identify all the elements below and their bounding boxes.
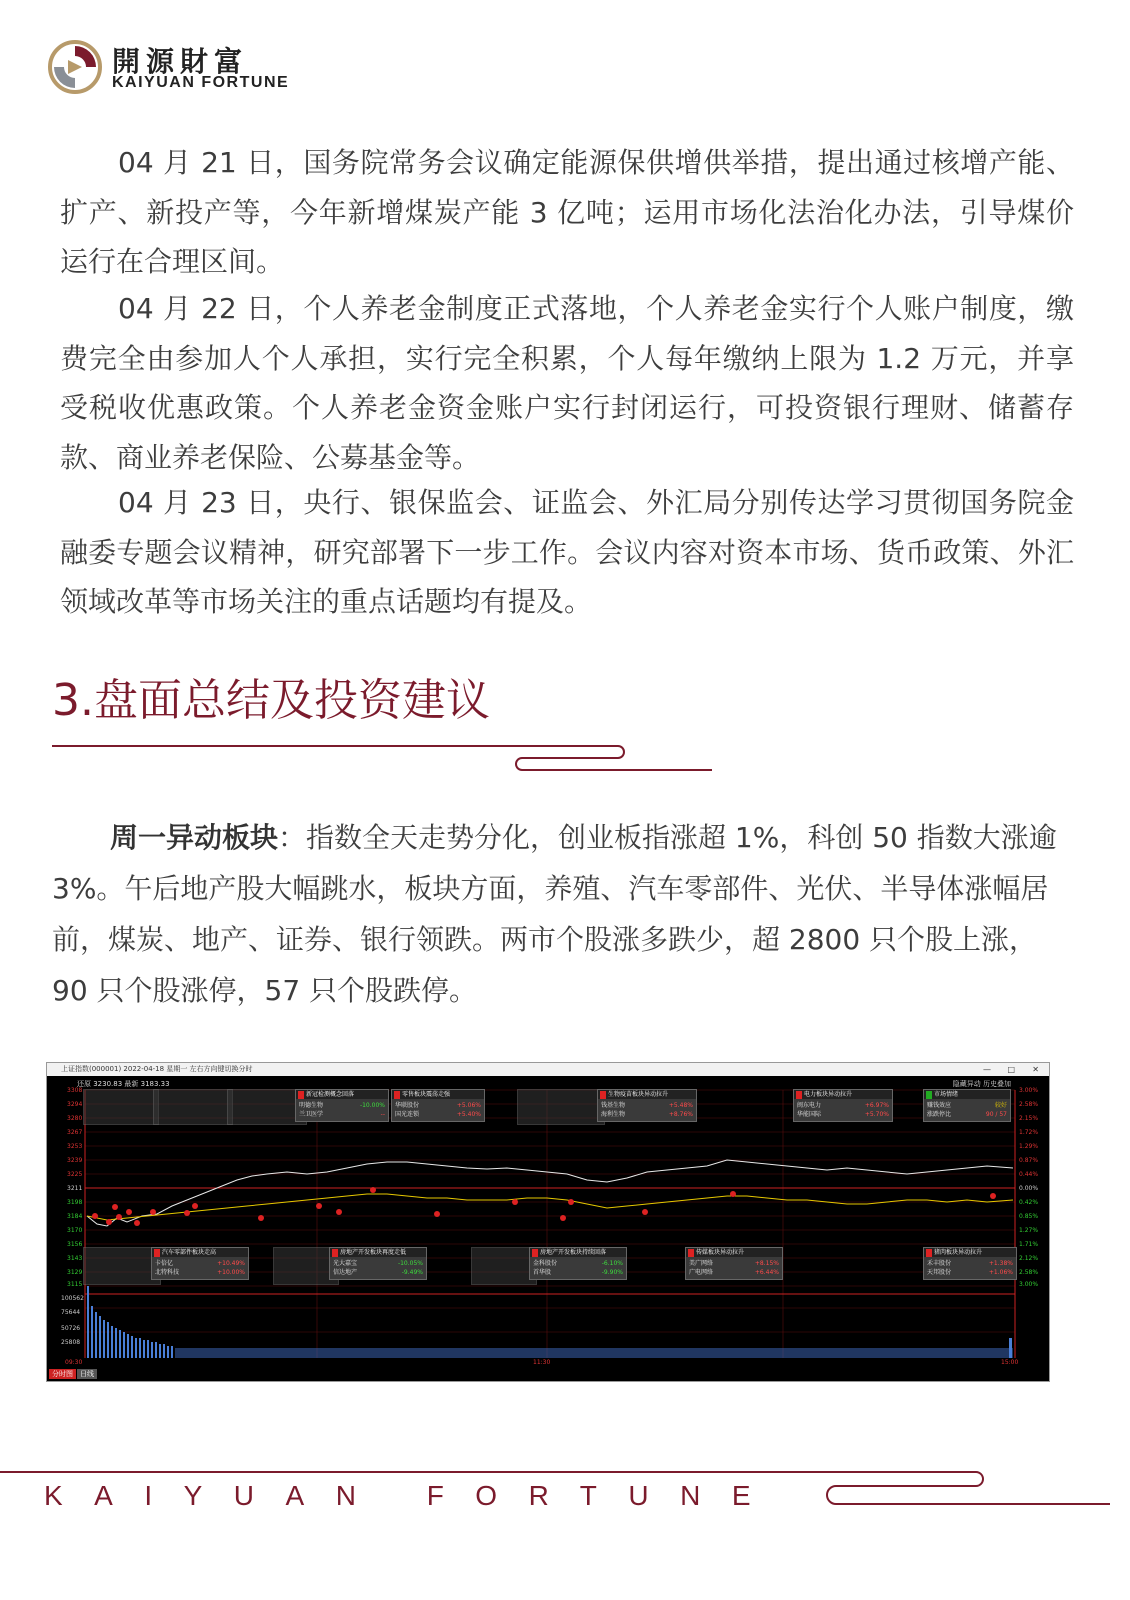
sentiment-label: 涨跌停比 [927, 1111, 952, 1118]
stock-change: +5.06% [456, 1102, 481, 1109]
pct-tick: 2.12% [1019, 1255, 1039, 1262]
pct-tick: 0.85% [1019, 1213, 1039, 1220]
price-tick: 3129 [67, 1269, 83, 1276]
price-tick: 3184 [67, 1213, 83, 1220]
price-tick: 3198 [67, 1199, 83, 1206]
news-paragraph-3: 04 月 23 日，央行、银保监会、证监会、外汇局分别传达学习贯彻国务院金融委专题会议精神，研究部署下一步工作。会议内容对资本市场、货币政策、外汇领域改革等市场关注的重点话题均有提及。 [60, 486, 1074, 618]
sentiment-label: 赚钱效应 [927, 1102, 952, 1109]
stock-name: 闽东电力 [797, 1102, 822, 1109]
stock-change: -10.05% [397, 1260, 423, 1267]
stock-name: 首华股 [533, 1269, 552, 1276]
event-popup[interactable] [295, 1089, 389, 1122]
volume-tick: 50726 [61, 1325, 81, 1332]
sentiment-value: 较好 [994, 1102, 1007, 1109]
kaiyuan-logo-icon [48, 40, 102, 94]
stock-change: -9.49% [401, 1269, 423, 1276]
event-popup-dim [471, 1247, 537, 1285]
price-tick: 3294 [67, 1101, 83, 1108]
price-tick: 3253 [67, 1143, 83, 1150]
popup-title: 电力板块异动拉升 [804, 1091, 853, 1098]
popup-title: 房地产开发板块再度走低 [340, 1249, 407, 1256]
stock-change: -10.00% [359, 1102, 385, 1109]
price-tick: 3156 [67, 1241, 83, 1248]
popup-title: 市场情绪 [934, 1091, 959, 1098]
event-popup[interactable] [391, 1089, 485, 1122]
event-popup-dim [517, 1089, 605, 1125]
pct-tick: 0.42% [1019, 1199, 1039, 1206]
stock-change: +5.70% [864, 1111, 889, 1118]
section-title: 3.盘面总结及投资建议 [52, 675, 490, 726]
company-logo [48, 40, 288, 98]
stock-name: 广电网络 [689, 1269, 714, 1276]
stock-change: +5.48% [668, 1102, 693, 1109]
sentiment-value: 90 / 57 [985, 1111, 1007, 1118]
pct-tick: 2.58% [1019, 1269, 1039, 1276]
time-label: 15:00 [1001, 1359, 1019, 1366]
news-paragraph-1: 04 月 21 日，国务院常务会议确定能源保供增供举措，提出通过核增产能、扩产、新投产等，今年新增煤炭产能 3 亿吨；运用市场化法治化办法，引导煤价运行在合理区间。 [60, 146, 1074, 278]
price-tick: 3143 [67, 1255, 83, 1262]
time-label: 09:30 [65, 1359, 83, 1366]
stock-change: +8.76% [668, 1111, 693, 1118]
stock-change: +8.15% [754, 1260, 779, 1267]
tab-daily[interactable]: 日线 [77, 1369, 97, 1379]
window-title: 上证指数(000001) 2022-04-18 星期一 左右方向键切换分时 [61, 1065, 253, 1073]
stock-name: 华能国际 [797, 1111, 822, 1118]
pct-tick: 1.29% [1019, 1143, 1039, 1150]
stock-change: +10.00% [217, 1269, 245, 1276]
index-info: 还原 3230.83 最新 3183.33 [77, 1080, 170, 1088]
popup-title: 房地产开发板块持续回落 [540, 1249, 607, 1256]
summary-text: ：指数全天走势分化，创业板指涨超 1%，科创 50 指数大涨逾 3%。午后地产股大幅跳水，板块方面，养殖、汽车零部件、光伏、半导体涨幅居前，煤炭、地产、证券、银行领跌。两市个股涨多跌少，超 2800 只个股上涨，90 只个股涨停，57 只个股跌停。 [52, 821, 1057, 1007]
event-popup[interactable] [151, 1247, 249, 1280]
stock-name: 禾丰股份 [927, 1260, 952, 1267]
popup-title: 汽车零部件板块走高 [162, 1249, 217, 1256]
stock-change: -- [380, 1111, 385, 1118]
stock-name: 金科股份 [533, 1260, 558, 1267]
popup-title: 传媒板块异动拉升 [696, 1249, 745, 1256]
pct-tick: 1.27% [1019, 1227, 1039, 1234]
pct-tick: 3.00% [1019, 1087, 1039, 1094]
stock-name: 华联股份 [395, 1102, 420, 1109]
price-tick: 3211 [67, 1185, 83, 1192]
stock-name: 国光连锁 [395, 1111, 420, 1118]
stock-name: 兰卫医学 [299, 1111, 324, 1118]
pct-tick: 3.00% [1019, 1281, 1039, 1288]
pct-tick: 0.00% [1019, 1185, 1039, 1192]
stock-change: +5.40% [456, 1111, 481, 1118]
news-paragraph-2: 04 月 22 日，个人养老金制度正式落地，个人养老金实行个人账户制度，缴费完全由参加人个人承担，实行完全积累，个人每年缴纳上限为 1.2 万元，并享受税收优惠政策。个人养老金资金账户实行封闭运行，可投资银行理财、储蓄存款、商业养老保险、公募基金等。 [60, 292, 1074, 474]
price-tick: 3225 [67, 1171, 83, 1178]
chart-options[interactable]: 隐藏异动 历史叠加 [952, 1080, 1011, 1088]
price-tick: 3267 [67, 1129, 83, 1136]
stock-change: -6.10% [601, 1260, 623, 1267]
stock-name: 海利生物 [601, 1111, 626, 1118]
market-summary [52, 812, 1062, 1016]
event-popup-dim [83, 1247, 161, 1285]
volume-tick: 25808 [61, 1339, 81, 1346]
summary-lead: 周一异动板块 [110, 821, 279, 854]
stock-change: +1.06% [988, 1269, 1013, 1276]
event-markers [92, 1187, 996, 1226]
stock-name: 信达地产 [333, 1269, 358, 1276]
pct-tick: 0.87% [1019, 1157, 1039, 1164]
stock-change: -9.90% [601, 1269, 623, 1276]
stock-name: 北特科技 [155, 1269, 180, 1276]
volume-tick: 100562 [61, 1295, 84, 1302]
minimize-icon[interactable]: — [983, 1065, 991, 1074]
event-popup[interactable] [793, 1089, 893, 1122]
stock-change: +1.38% [988, 1260, 1013, 1267]
event-popup[interactable] [685, 1247, 783, 1280]
event-popup[interactable] [529, 1247, 627, 1280]
pct-tick: 1.71% [1019, 1241, 1039, 1248]
window-titlebar [47, 1063, 1049, 1076]
popup-title: 猪肉板块异动拉升 [934, 1249, 983, 1256]
market-sentiment-popup[interactable] [923, 1089, 1011, 1122]
stock-name: 卡倍亿 [155, 1260, 174, 1267]
stock-name: 明德生物 [299, 1102, 324, 1109]
stock-change: +10.49% [217, 1260, 245, 1267]
logo-chinese-name: 開源財富 [112, 45, 249, 78]
popup-title: 新冠检测概念回落 [306, 1091, 355, 1098]
popup-title: 零售板块震荡走强 [402, 1091, 451, 1098]
pct-tick: 1.72% [1019, 1129, 1039, 1136]
pct-tick: 2.15% [1019, 1115, 1039, 1122]
popup-title: 生物疫苗板块异动拉升 [608, 1091, 669, 1098]
price-tick: 3280 [67, 1115, 83, 1122]
maximize-icon[interactable]: □ [1007, 1065, 1015, 1074]
footer-brand: KAIYUAN FORTUNE [44, 1480, 783, 1511]
stock-name: 光大嘉宝 [333, 1260, 358, 1267]
volume-tick: 75644 [61, 1309, 81, 1316]
event-popup[interactable] [597, 1089, 697, 1122]
price-tick: 3308 [67, 1087, 83, 1094]
volume-bars [87, 1286, 173, 1358]
logo-english-name: KAIYUAN FORTUNE [112, 74, 290, 91]
volume-bars-rest [175, 1348, 1013, 1358]
stock-name: 天邦股份 [927, 1269, 952, 1276]
section-divider [52, 740, 732, 780]
event-popup[interactable] [923, 1247, 1017, 1280]
event-popup[interactable] [329, 1247, 427, 1280]
intraday-chart-screenshot [46, 1062, 1050, 1382]
stock-name: 美广网络 [689, 1260, 714, 1267]
tab-intraday[interactable]: 分时图 [49, 1369, 76, 1379]
close-icon[interactable]: ✕ [1032, 1065, 1039, 1074]
price-tick: 3239 [67, 1157, 83, 1164]
price-tick: 3115 [67, 1281, 83, 1288]
pct-tick: 0.44% [1019, 1171, 1039, 1178]
stock-change: +6.97% [864, 1102, 889, 1109]
event-popup-dim [153, 1089, 233, 1125]
pct-tick: 2.58% [1019, 1101, 1039, 1108]
stock-change: +6.44% [754, 1269, 779, 1276]
event-popup-dim [83, 1089, 159, 1125]
stock-name: 钱基生物 [601, 1102, 626, 1109]
price-tick: 3170 [67, 1227, 83, 1234]
time-label: 11:30 [533, 1359, 551, 1366]
